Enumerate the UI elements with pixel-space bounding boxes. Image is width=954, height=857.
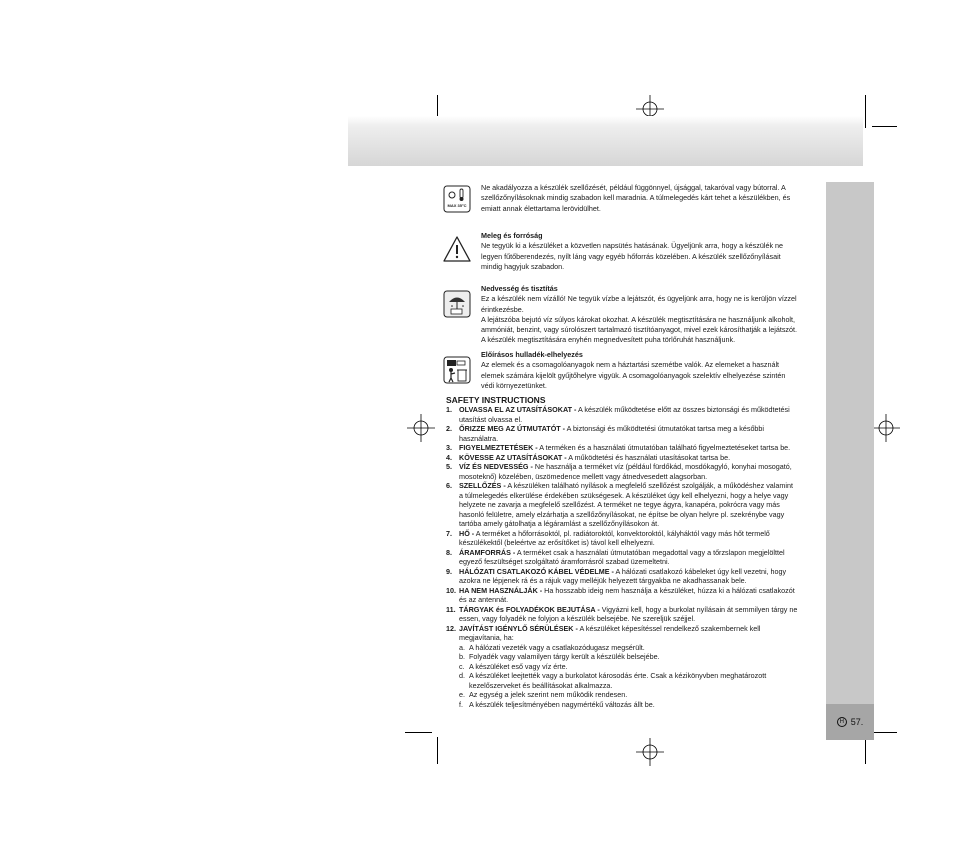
- instruction-text: A terméken és a használati útmutatóban található figyelmeztetéseket tartsa be.: [537, 443, 791, 452]
- instruction-text: A biztonsági és működtetési útmutatókat tartsa meg a későbbi: [565, 424, 765, 433]
- subitem-letter: f.: [459, 699, 463, 709]
- heat-section: Meleg és forróság Ne tegyük ki a készüléket a közvetlen napsütés hatásának. Ügyeljünk arra, hogy a készülék ne legyen fűtőberendezés, nyílt láng vagy egyéb hőforrás közelében. A készülék szellőzőnyílásait mindig hagyjuk szabadon.: [481, 231, 826, 272]
- crop-mark: [405, 732, 432, 733]
- instruction-lead: TÁRGYAK és FOLYADÉKOK BEJUTÁSA -: [459, 604, 600, 614]
- instruction-number: 12.: [446, 623, 456, 633]
- subitem-text: Az egység a jelek szerint nem működik rendesen.: [469, 690, 628, 699]
- instruction-text: A készüléket képesítéssel rendelkező szakembernek kell: [577, 623, 761, 633]
- instruction-line: mosoteknő) közelében, üszömedence mellett vagy átnedvesedett alagsorban.: [459, 471, 708, 481]
- instruction-subitem: [446, 681, 842, 691]
- instruction-number: 10.: [446, 585, 456, 595]
- subitem-letter: c.: [459, 661, 465, 671]
- instruction-number: 9.: [446, 566, 452, 576]
- instruction-text: A készüléken található nyílások a megfelelő szellőzést szolgálják, a működéshez valamint: [505, 481, 793, 490]
- crop-mark: [872, 732, 897, 733]
- ventilation-section: [481, 183, 826, 214]
- instruction-line: egyező feszültséget szolgáltató áramforrásról szabad üzemeltetni.: [459, 557, 670, 566]
- max-temp-label: MAX 35°C: [447, 203, 467, 208]
- safety-instructions-list: [446, 405, 842, 709]
- instruction-line: [459, 443, 842, 453]
- registration-mark-icon: [636, 738, 664, 766]
- language-h-icon: H: [837, 717, 847, 727]
- instruction-text: Ne használja a terméket víz (például fürdőkád, mosdókagyló, konyhai mosogató,: [532, 462, 792, 471]
- instruction-subitem: [446, 662, 842, 672]
- instruction-item: [446, 548, 842, 567]
- max-temperature-icon: [443, 185, 471, 213]
- instruction-line: helyzete ne zavarja a megfelelő szellőzést. A terméket ne tegye ágyra, kanapéra, pokrócra vagy más: [459, 500, 780, 509]
- instruction-text: A terméket csak a használati útmutatóban megadottal vagy a tőrzslapon megjelölttel: [515, 547, 785, 557]
- instruction-item: [446, 605, 842, 624]
- instruction-item: [446, 453, 842, 463]
- instruction-item: [446, 481, 842, 529]
- instruction-number: 3.: [446, 443, 452, 452]
- instruction-subitem: [446, 643, 842, 653]
- instruction-lead: FIGYELMEZTETÉSEK -: [459, 443, 538, 452]
- safety-title: SAFETY INSTRUCTIONS: [446, 395, 546, 405]
- instruction-subitem: [446, 671, 842, 681]
- crop-mark: [865, 737, 866, 764]
- subitem-letter: d.: [459, 671, 465, 680]
- section-title: Előírásos hulladék-elhelyezés: [481, 350, 583, 359]
- instruction-item: [446, 405, 842, 424]
- instruction-lead: OLVASSA EL AZ UTASÍTÁSOKAT -: [459, 405, 577, 414]
- instruction-body: [459, 453, 842, 463]
- crop-mark: [437, 737, 438, 764]
- instruction-number: 5.: [446, 462, 452, 471]
- waste-disposal-icon: [443, 356, 471, 384]
- instruction-lead: HÁLÓZATI CSATLAKOZÓ KÁBEL VÉDELME -: [459, 566, 614, 576]
- instruction-item: [446, 586, 842, 605]
- instruction-lead: HA NEM HASZNÁLJÁK -: [459, 585, 543, 595]
- instruction-text: A hálózati csatlakozó kábeleket úgy kell vezetni, hogy: [613, 566, 787, 576]
- instruction-body: [459, 443, 842, 453]
- instruction-item: [446, 529, 842, 548]
- instruction-number: 8.: [446, 547, 452, 557]
- instruction-number: 6.: [446, 481, 452, 490]
- instruction-lead: HŐ -: [459, 528, 475, 538]
- instruction-body: [459, 405, 842, 424]
- subitem-text: A készüléket eső vagy víz érte.: [469, 661, 568, 671]
- instruction-line: tartóba amely gátolhatja a légáramlást a szellőzőnyílásokon át.: [459, 519, 660, 528]
- section-title: Meleg és forróság: [481, 231, 543, 240]
- instruction-number: 7.: [446, 528, 452, 538]
- disposal-section: Előírásos hulladék-elhelyezés Az elemek és a csomagolóanyagok nem a háztartási szemétbe valók. Az elemeket a használt elemek számára kijelölt gyűjtőhelyre vigyük. A csomagolóanyagok szelektív elhelyezése szintén védi környezetünket.: [481, 350, 826, 391]
- instruction-lead: VÍZ ÉS NEDVESSÉG -: [459, 462, 533, 471]
- instruction-subitem: [446, 690, 842, 700]
- crop-mark: [865, 95, 866, 128]
- subitem-text: A hálózati vezeték vagy a csatlakozódugasz megsérült.: [469, 642, 645, 652]
- crop-mark: [872, 126, 897, 127]
- instruction-body: [459, 624, 842, 643]
- instruction-line: azokra ne lépjenek rá és a rájuk vagy melléjük helyezett tárgyakba ne akadhassanak bele.: [459, 576, 747, 585]
- instruction-line: [459, 624, 842, 634]
- instruction-line: [459, 481, 842, 491]
- instruction-line: [459, 548, 842, 558]
- instruction-line: [459, 605, 842, 615]
- subitem-letter: e.: [459, 690, 465, 699]
- instruction-body: [459, 424, 842, 443]
- section-text: Ne akadályozza a készülék szellőzését, például függönnyel, újsággal, takaróval vagy bútorral. A szellőzőnyílásoknak mindig szabadon kell maradnia. A túlmelegedés kárt tehet a készülékben, és emiatt annak élettartama lerövidülhet.: [481, 183, 791, 213]
- instruction-item: [446, 424, 842, 443]
- instruction-item: [446, 567, 842, 586]
- moisture-section: Nedvesség és tisztítás Ez a készülék nem vízálló! Ne tegyük vízbe a lejátszót, és ügyeljünk arra, hogy ne is kerüljön vízzel érintkezésbe. A lejátszóba bejutó víz súlyos károkat okozhat. A készülék megtisztítására ne használjunk alkoholt, ammóniát, benzint, vagy súrolószert tartalmazó tisztítóanyagot, mivel ezek károsíthatják a lejátszót. A készülék megtisztítására enyhén megnedvesített puha törlőruhát használjunk.: [481, 284, 826, 346]
- instruction-lead: ŐRIZZE MEG AZ ÚTMUTATÓT -: [459, 424, 566, 433]
- instruction-text: A terméket a hőforrásoktól, pl. radiátoroktól, konvektoroktól, kályháktól vagy más hőt termelő: [474, 528, 770, 538]
- instruction-line: használatra.: [459, 433, 499, 443]
- subitem-letter: b.: [459, 652, 465, 661]
- instruction-item: [446, 462, 842, 481]
- instruction-line: essen, vagy folyadék ne folyjon a készülék belsejébe. Ne szereljük széjjel.: [459, 614, 696, 623]
- instruction-text: Ha hosszabb ideig nem használja a készüléket, húzza ki a hálózati csatlakozót: [542, 585, 795, 595]
- warning-triangle-icon: [443, 235, 471, 263]
- instruction-text: A készülék működtetése előtt az összes biztonsági és működtetési: [576, 405, 790, 414]
- instruction-line: megjavítania, ha:: [459, 633, 514, 642]
- instruction-text: A működtetési és használati utasításokat tartsa be.: [566, 452, 731, 462]
- instruction-line: utasítást olvassa el.: [459, 414, 523, 424]
- instruction-lead: ÁRAMFORRÁS -: [459, 547, 516, 557]
- moisture-cleaning-icon: [443, 290, 471, 318]
- page-number-box: [826, 704, 874, 740]
- instruction-line: [459, 567, 842, 577]
- section-title: Nedvesség és tisztítás: [481, 284, 558, 293]
- instruction-body: [459, 548, 842, 567]
- subitem-text: A készülék teljesítményében nagymértékű változás állt be.: [469, 699, 655, 709]
- instruction-line: [459, 424, 842, 434]
- instruction-body: [459, 529, 842, 548]
- instruction-lead: JAVÍTÁST IGÉNYLŐ SÉRÜLÉSEK -: [459, 623, 578, 633]
- instruction-line: hasonló felületre, amely elzárhatja a szellőzőnyílásokat, ne építse be olyan helyre pl. szekrénybe vagy: [459, 509, 785, 519]
- instruction-subitem: [446, 652, 842, 662]
- instruction-body: [459, 481, 842, 529]
- page-number: 57.: [850, 717, 864, 727]
- instruction-number: 4.: [446, 452, 452, 462]
- instruction-number: 2.: [446, 424, 452, 433]
- instruction-line: [459, 529, 842, 539]
- registration-mark-icon: [407, 414, 435, 442]
- registration-mark-icon: [872, 414, 900, 442]
- instruction-line: [459, 586, 842, 596]
- instruction-item: [446, 443, 842, 453]
- instruction-line: és az antennát.: [459, 595, 509, 604]
- instruction-number: 11.: [446, 604, 456, 614]
- subitem-text: Folyadék vagy valamilyen tárgy került a készülék belsejébe.: [469, 652, 660, 661]
- instruction-line: készülékektől (beleértve az erősítőket is) távol kell elhelyezni.: [459, 538, 655, 547]
- instruction-lead: KÖVESSE AZ UTASÍTÁSOKAT -: [459, 452, 567, 462]
- subitem-text: kezelőszerveket és beállításokat alkalmazza.: [469, 680, 613, 690]
- header-band: [348, 116, 863, 166]
- instruction-body: [459, 605, 842, 624]
- instruction-lead: SZELLŐZÉS -: [459, 481, 506, 490]
- subitem-text: A készüléket leejtették vagy a burkolatot károsodás érte. Csak a kézikönyvben meghatározott: [469, 671, 767, 680]
- subitem-letter: a.: [459, 642, 465, 652]
- instruction-subitem: [446, 700, 842, 710]
- instruction-line: [459, 405, 842, 415]
- instruction-item: [446, 624, 842, 643]
- instruction-line: a túlmelegedés elkerülése érdekében szükségesek. A készüléket úgy kell elhelyezni, hogy a helye vagy: [459, 490, 789, 500]
- instruction-number: 1.: [446, 405, 452, 414]
- instruction-line: [459, 453, 842, 463]
- instruction-body: [459, 586, 842, 605]
- instruction-body: [459, 567, 842, 586]
- instruction-text: Vigyázni kell, hogy a burkolat nyílásain át semmilyen tárgy ne: [599, 604, 798, 614]
- instruction-body: [459, 462, 842, 481]
- instruction-line: [459, 462, 842, 472]
